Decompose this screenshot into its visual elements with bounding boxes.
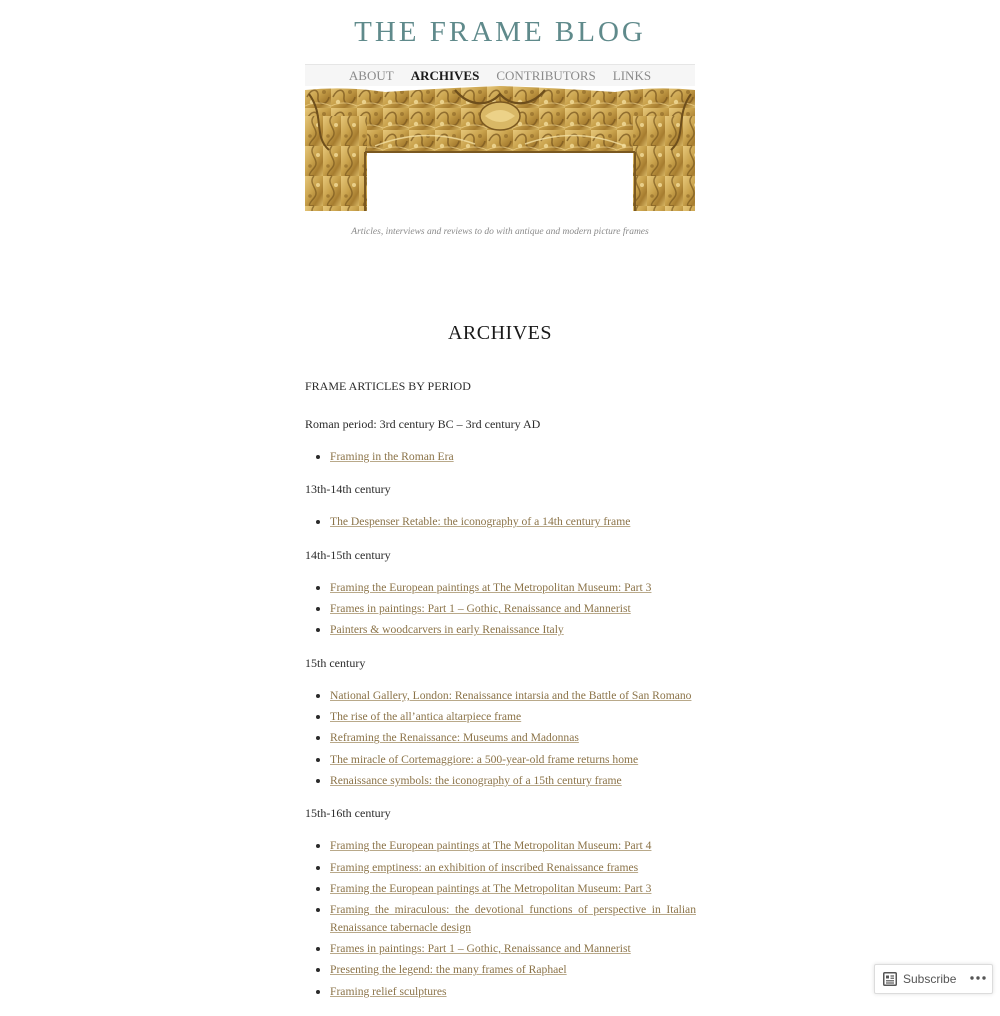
subscribe-button[interactable] (883, 971, 956, 987)
article-list (305, 579, 696, 639)
section-heading: FRAME ARTICLES BY PERIOD (305, 379, 471, 393)
list-item (330, 901, 696, 936)
list-item (330, 751, 696, 768)
article-link[interactable]: Framing relief sculptures (330, 984, 447, 998)
article-link[interactable]: Presenting the legend: the many frames of Raphael (330, 963, 567, 977)
period-heading: 14th-15th century (305, 547, 391, 562)
subscribe-label: Subscribe (903, 972, 957, 986)
list-item (330, 837, 696, 854)
nav-item-contributors[interactable]: CONTRIBUTORS (496, 68, 596, 83)
period-heading: 13th-14th century (305, 482, 391, 497)
list-item (330, 983, 696, 1000)
header-frame-image (305, 86, 695, 211)
list-item (330, 513, 696, 530)
article-link[interactable]: The rise of the all’antica altarpiece frame (330, 710, 522, 724)
article-link[interactable]: Painters & woodcarvers in early Renaissance Italy (330, 623, 564, 637)
list-item (330, 772, 696, 789)
article-link[interactable]: The miracle of Cortemaggiore: a 500-year-old frame returns home (330, 752, 639, 766)
list-item (330, 687, 696, 704)
list-item (330, 448, 696, 465)
article-link[interactable]: Frames in paintings: Part 1 – Gothic, Renaissance and Mannerist (330, 602, 631, 616)
article-link[interactable]: Framing the miraculous: the devotional functions of perspective in Italian Renaissance tabernacle design (330, 903, 696, 934)
article-link[interactable]: Frames in paintings: Part 1 – Gothic, Renaissance and Mannerist (330, 942, 631, 955)
article-link[interactable]: National Gallery, London: Renaissance intarsia and the Battle of San Romano (330, 688, 692, 702)
subscribe-widget (874, 964, 993, 994)
nav-item-archives[interactable]: ARCHIVES (410, 68, 480, 83)
main-nav (305, 64, 695, 87)
list-item (330, 708, 696, 725)
nav-item-about[interactable]: ABOUT (348, 68, 394, 83)
article-list (305, 837, 696, 1000)
article-link[interactable]: Reframing the Renaissance: Museums and Madonnas (330, 731, 579, 745)
article-link[interactable]: The Despenser Retable: the iconography of a 14th century frame (330, 515, 631, 529)
list-item (330, 729, 696, 746)
article-link[interactable]: Renaissance symbols: the iconography of a 15th century frame (330, 774, 622, 787)
list-item (330, 579, 696, 596)
article-link[interactable]: Framing emptiness: an exhibition of inscribed Renaissance frames (330, 860, 639, 874)
nav-item-links[interactable]: LINKS (612, 68, 652, 83)
site-title[interactable]: THE FRAME BLOG (354, 16, 646, 48)
list-item (330, 621, 696, 638)
period-heading: Roman period: 3rd century BC – 3rd century AD (305, 417, 541, 431)
article-list (305, 448, 696, 465)
list-item (330, 859, 696, 876)
page-title: ARCHIVES (447, 322, 552, 344)
ellipsis-icon[interactable] (969, 969, 987, 987)
list-item (330, 940, 696, 957)
list-item (330, 961, 696, 978)
article-list (305, 687, 696, 790)
article-link[interactable]: Framing in the Roman Era (330, 450, 454, 463)
period-heading: 15th century (305, 655, 366, 670)
archive-content (305, 378, 696, 1016)
article-link[interactable]: Framing the European paintings at The Metropolitan Museum: Part 4 (330, 839, 652, 853)
period-heading: 15th-16th century (305, 806, 391, 821)
article-list (305, 513, 696, 530)
site-tagline: Articles, interviews and reviews to do with antique and modern picture frames (351, 227, 649, 237)
reader-icon (883, 972, 897, 986)
list-item (330, 880, 696, 897)
list-item (330, 600, 696, 617)
article-link[interactable]: Framing the European paintings at The Metropolitan Museum: Part 3 (330, 882, 652, 895)
article-link[interactable]: Framing the European paintings at The Metropolitan Museum: Part 3 (330, 580, 652, 594)
